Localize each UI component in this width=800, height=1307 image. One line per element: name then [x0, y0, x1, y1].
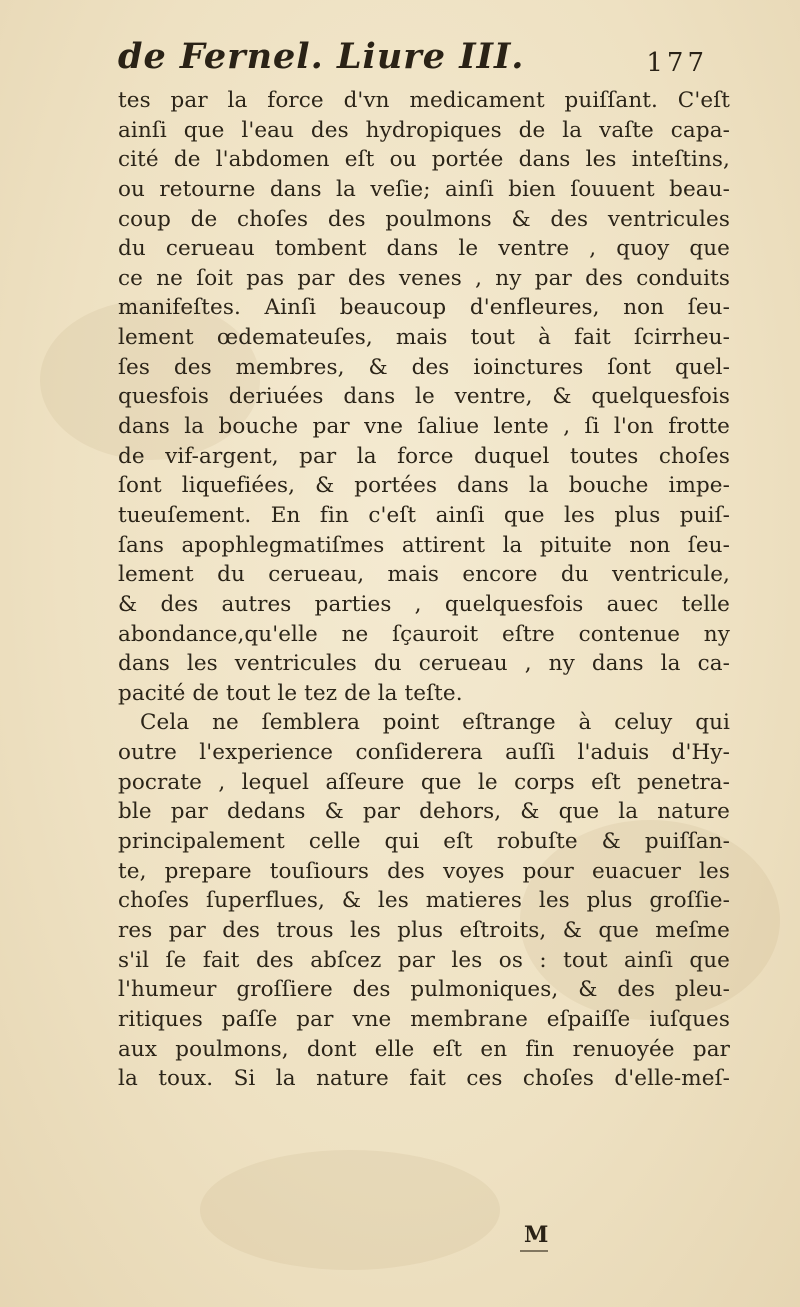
text-line: outre l'experience conſiderera auſſi l'aduis d'Hy-	[118, 740, 730, 766]
text-line: aux poulmons, dont elle eſt en fin renuoyée par	[118, 1036, 730, 1062]
text-line: du cerueau tombent dans le ventre , quoy que	[118, 236, 730, 262]
text-line: dans la bouche par vne ſaliue lente , ſi l'on frotte	[118, 414, 730, 440]
text-line: Cela ne ſemblera point eſtrange à celuy qui	[140, 710, 730, 736]
text-line: pocrate , lequel aſſeure que le corps eſt penetra-	[118, 769, 730, 795]
text-line: coup de choſes des poulmons & des ventricules	[118, 206, 730, 232]
text-line: ſont liquefiées, & portées dans la bouche impe-	[118, 473, 730, 499]
text-line: pacité de tout le tez de la teſte.	[118, 680, 463, 706]
text-line: principalement celle qui eſt robuſte & puiſſan-	[118, 829, 730, 855]
text-line: tes par la force d'vn medicament puiſſant. C'eſt	[118, 88, 730, 113]
text-line: cité de l'abdomen eſt ou portée dans les inteſtins,	[118, 147, 730, 173]
text-line: quesfois deriuées dans le ventre, & quelquesfois	[118, 384, 730, 410]
text-line: te, prepare touſiours des voyes pour euacuer les	[118, 858, 730, 884]
text-line: & des autres parties , quelquesfois auec telle	[118, 591, 730, 617]
text-line: dans les ventricules du cerueau , ny dans la ca-	[118, 651, 730, 677]
body-text	[118, 86, 730, 1094]
text-line: de vif-argent, par la force duquel toutes choſes	[118, 443, 730, 469]
text-line: ſes des membres, & des ioinctures ſont quel-	[118, 354, 730, 380]
text-line: ble par dedans & par dehors, & que la nature	[118, 799, 730, 825]
text-line: tueuſement. En fin c'eſt ainſi que les plus puiſ-	[118, 502, 730, 528]
text-line: res par des trous les plus eſtroits, & que meſme	[118, 917, 730, 943]
paper-stain	[200, 1150, 500, 1270]
text-line: ce ne ſoit pas par des venes , ny par des conduits	[118, 265, 730, 291]
page-number: 177	[646, 48, 708, 78]
signature-underline	[520, 1250, 548, 1252]
running-title: de Fernel. Liure III.	[118, 36, 525, 77]
text-line: ou retourne dans la veſie; ainſi bien ſouuent beau-	[118, 176, 730, 202]
text-line: la toux. Si la nature fait ces choſes d'elle-meſ-	[118, 1066, 730, 1092]
text-line: ainſi que l'eau des hydropiques de la vaſte capa-	[118, 117, 730, 143]
text-line: manifeſtes. Ainſi beaucoup d'enfleures, non ſeu-	[118, 295, 730, 321]
text-line: lement du cerueau, mais encore du ventricule,	[118, 562, 730, 588]
running-head	[118, 36, 708, 86]
text-line: choſes ſuperflues, & les matieres les plus groſſie-	[118, 888, 730, 914]
text-line: lement œdemateuſes, mais tout à fait ſcirrheu-	[118, 325, 730, 351]
text-line: s'il ſe fait des abſcez par les os : tout ainſi que	[118, 947, 730, 973]
text-line: ſans apophlegmatiſmes attirent la pituite non ſeu-	[118, 532, 730, 558]
text-line: l'humeur groſſiere des pulmoniques, & des pleu-	[118, 977, 730, 1003]
signature-mark: M	[524, 1222, 549, 1248]
text-line: abondance,qu'elle ne ſçauroit eſtre contenue ny	[118, 621, 730, 647]
text-line: ritiques paſſe par vne membrane eſpaiſſe iuſques	[118, 1006, 730, 1032]
